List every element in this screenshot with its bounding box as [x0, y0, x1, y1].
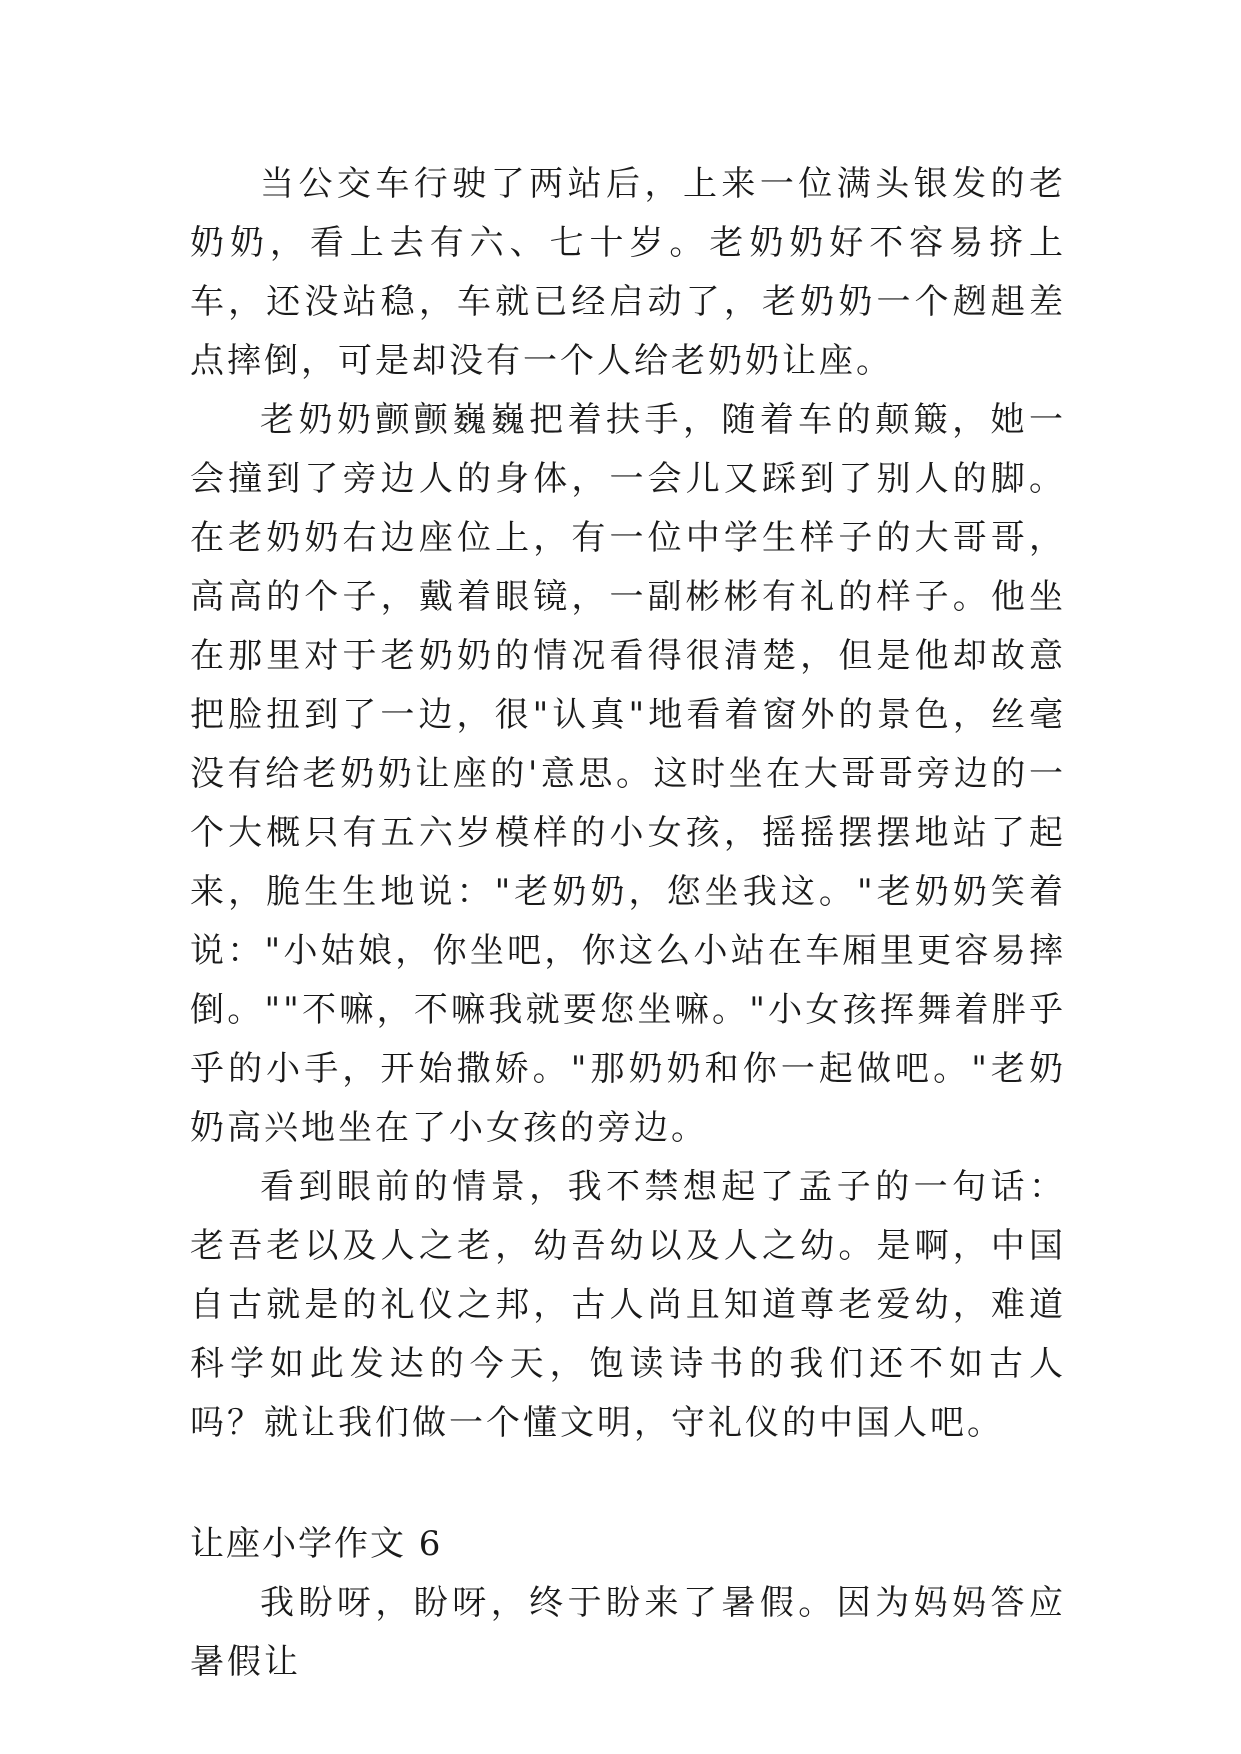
paragraph-4: 我盼呀，盼呀，终于盼来了暑假。因为妈妈答应暑假让	[190, 1583, 1066, 1682]
section-heading: 让座小学作文 6	[190, 1524, 443, 1564]
paragraph-1: 当公交车行驶了两站后，上来一位满头银发的老奶奶，看上去有六、七十岁。老奶奶好不容易挤上车，还没站稳，车就已经启动了，老奶奶一个趔趄差点摔倒，可是却没有一个人给老奶奶让座。	[190, 164, 1066, 381]
paragraph-2: 老奶奶颤颤巍巍把着扶手，随着车的颠簸，她一会撞到了旁边人的身体，一会儿又踩到了别人的脚。在老奶奶右边座位上，有一位中学生样子的大哥哥，高高的个子，戴着眼镜，一副彬彬有礼的样子。他坐在那里对于老奶奶的情况看得很清楚，但是他却故意把脸扭到了一边，很"认真"地看着窗外的景色，丝毫没有给老奶奶让座的'意思。这时坐在大哥哥旁边的一个大概只有五六岁模样的小女孩，摇摇摆摆地站了起来，脆生生地说："老奶奶，您坐我这。"老奶奶笑着说："小姑娘，你坐吧，你这么小站在车厢里更容易摔倒。""不嘛，不嘛我就要您坐嘛。"小女孩挥舞着胖乎乎的小手，开始撒娇。"那奶奶和你一起做吧。"老奶奶高兴地坐在了小女孩的旁边。	[190, 400, 1066, 1148]
paragraph-3: 看到眼前的情景，我不禁想起了孟子的一句话：老吾老以及人之老，幼吾幼以及人之幼。是啊，中国自古就是的礼仪之邦，古人尚且知道尊老爱幼，难道科学如此发达的今天，饱读诗书的我们还不如古人吗？就让我们做一个懂文明，守礼仪的中国人吧。	[190, 1167, 1066, 1443]
document-page	[190, 155, 1066, 1692]
